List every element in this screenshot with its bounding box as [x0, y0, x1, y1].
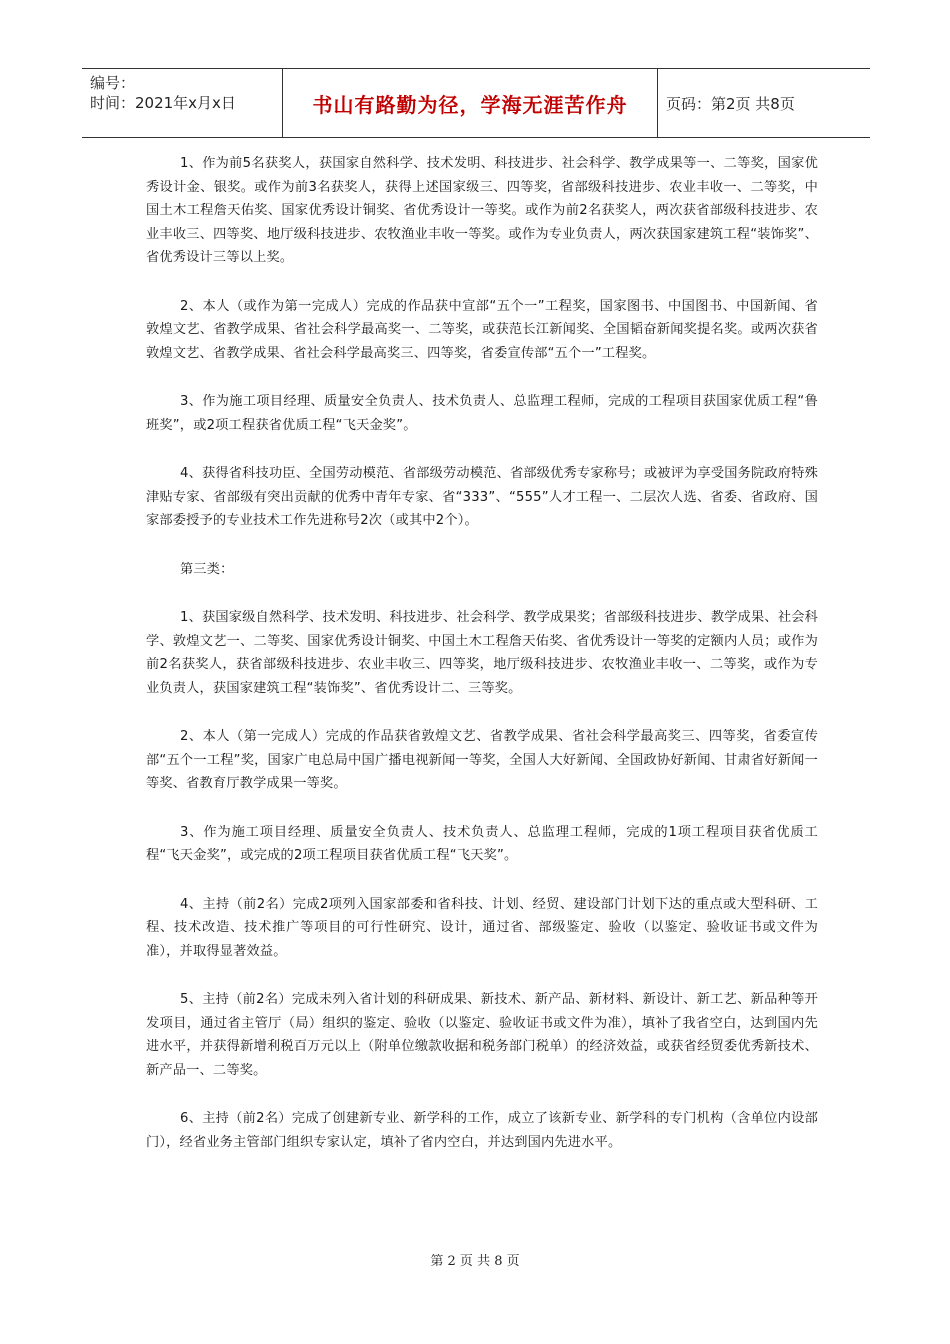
header-meta: [82, 69, 282, 137]
paragraph-5: 1、获国家级自然科学、技术发明、科技进步、社会科学、教学成果奖；省部级科技进步、教学成果、社会科学、敦煌文艺一、二等奖、国家优秀设计铜奖、中国土木工程詹天佑奖、省优秀设计一等奖的定额内人员；或作为前2名获奖人，获省部级科技进步、农业丰收三、四等奖，地厅级科技进步、农牧渔业丰收一、二等奖，或作为专业负责人，获国家建筑工程“装饰奖”、省优秀设计二、三等奖。: [146, 610, 818, 696]
page-footer: 第 2 页 共 8 页: [430, 1254, 520, 1269]
paragraph-1: 1、作为前5名获奖人，获国家自然科学、技术发明、科技进步、社会科学、教学成果等一、二等奖，国家优秀设计金、银奖。或作为前3名获奖人，获得上述国家级三、四等奖，省部级科技进步、农业丰收一、二等奖，中国土木工程詹天佑奖、国家优秀设计铜奖、省优秀设计一等奖。或作为前2名获奖人，两次获省部级科技进步、农业丰收三、四等奖、地厅级科技进步、农牧渔业丰收一等奖。或作为专业负责人，两次获国家建筑工程“装饰奖”、省优秀设计三等以上奖。: [146, 156, 818, 265]
page-header: [82, 68, 870, 138]
paragraph-8: 4、主持（前2名）完成2项列入国家部委和省科技、计划、经贸、建设部门计划下达的重点或大型科研、工程、技术改造、技术推广等项目的可行性研究、设计，通过省、部级鉴定、验收（以鉴定、验收证书或文件为准），并取得显著效益。: [146, 896, 818, 959]
paragraph-6: 2、本人（第一完成人）完成的作品获省敦煌文艺、省教学成果、省社会科学最高奖三、四等奖，省委宣传部“五个一工程”奖，国家广电总局中国广播电视新闻一等奖，全国人大好新闻、全国政协好新闻、甘肃省好新闻一等奖、省教育厅教学成果一等奖。: [146, 729, 818, 791]
paragraph-7: 3、作为施工项目经理、质量安全负责人、技术负责人、总监理工程师，完成的1项工程项目获省优质工程“飞天金奖”，或完成的2项工程项目获省优质工程“飞天奖”。: [146, 824, 818, 863]
paragraph-4: 4、获得省科技功臣、全国劳动模范、省部级劳动模范、省部级优秀专家称号；或被评为享受国务院政府特殊津贴专家、省部级有突出贡献的优秀中青年专家、省“333”、“555”人才工程一、二层次人选、省委、省政府、国家部委授予的专业技术工作先进称号2次（或其中2个）。: [146, 466, 818, 528]
paragraph-10: 6、主持（前2名）完成了创建新专业、新学科的工作，成立了该新专业、新学科的专门机构（含单位内设部门），经省业务主管部门组织专家认定，填补了省内空白，并达到国内先进水平。: [146, 1111, 818, 1150]
section-heading-category-3: 第三类：: [180, 561, 234, 577]
document-body: [146, 152, 818, 1179]
header-motto: 书山有路勤为径，学海无涯苦作舟: [312, 92, 628, 117]
document-number-label: 编号：: [90, 74, 136, 92]
paragraph-9: 5、主持（前2名）完成未列入省计划的科研成果、新技术、新产品、新材料、新设计、新工艺、新品种等开发项目，通过省主管厅（局）组织的鉴定、验收（以鉴定、验收证书或文件为准），填补了我省空白，达到国内先进水平，并获得新增利税百万元以上（附单位缴款收据和税务部门税单）的经济效益，或获省经贸委优秀新技术、新产品一、二等奖。: [146, 992, 818, 1078]
paragraph-3: 3、作为施工项目经理、质量安全负责人、技术负责人、总监理工程师，完成的工程项目获国家优质工程“鲁班奖”，或2项工程获省优质工程“飞天金奖”。: [146, 394, 818, 433]
header-divider-right: [657, 69, 658, 137]
header-page-indicator: 页码：第2页 共8页: [666, 94, 795, 113]
document-date-label: 时间：2021年x月x日: [90, 94, 236, 112]
paragraph-2: 2、本人（或作为第一完成人）完成的作品获中宣部“五个一”工程奖，国家图书、中国图书、中国新闻、省敦煌文艺、省教学成果、省社会科学最高奖一、二等奖，或获范长江新闻奖、全国韬奋新闻奖提名奖。或两次获省敦煌文艺、省教学成果、省社会科学最高奖三、四等奖，省委宣传部“五个一”工程奖。: [146, 298, 818, 361]
